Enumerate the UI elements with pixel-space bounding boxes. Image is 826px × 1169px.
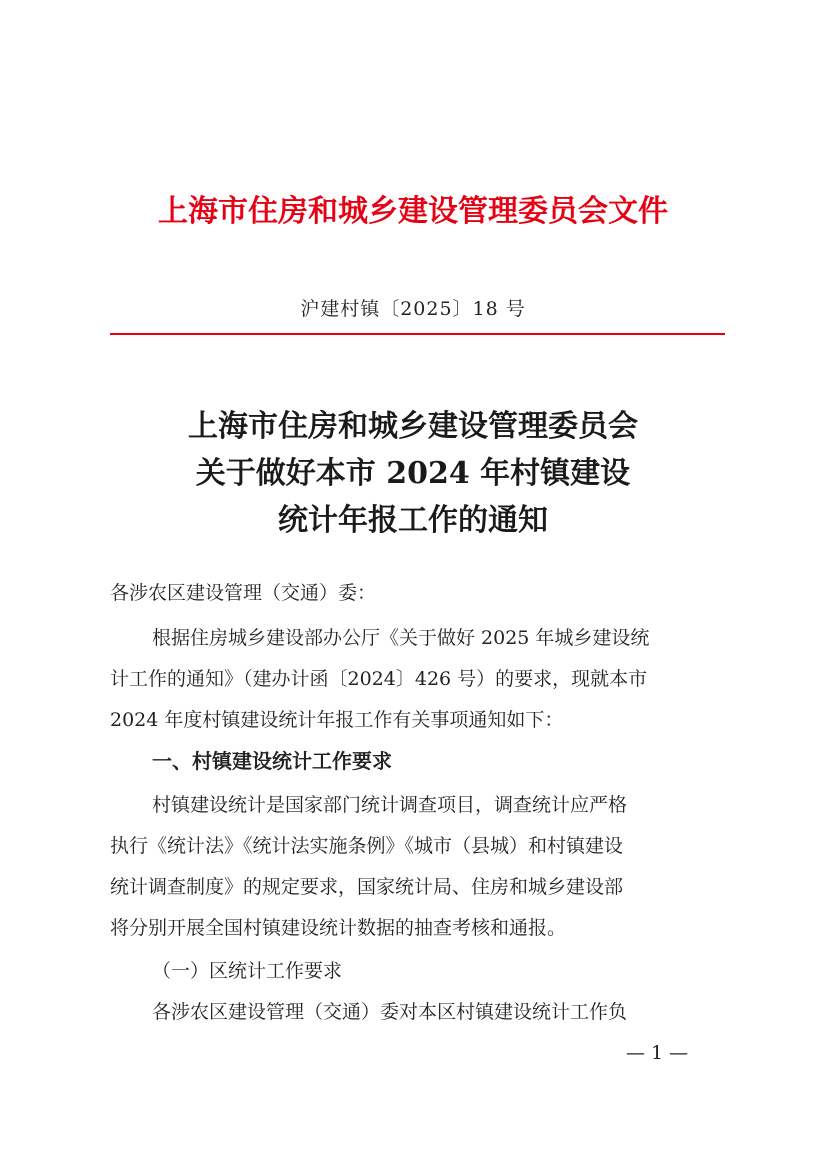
paragraph-line: 各涉农区建设管理（交通）委对本区村镇建设统计工作负 — [152, 1001, 628, 1023]
paragraph-line: 村镇建设统计是国家部门统计调查项目，调查统计应严格 — [152, 794, 628, 816]
red-divider-rule — [110, 333, 725, 335]
addressee: 各涉农区建设管理（交通）委： — [110, 582, 377, 604]
paragraph-line: 统计调查制度》的规定要求，国家统计局、住房和城乡建设部 — [110, 876, 624, 898]
paragraph-line: 2024 年度村镇建设统计年报工作有关事项通知如下： — [110, 709, 564, 731]
issuer-header-title: 上海市住房和城乡建设管理委员会文件 — [158, 194, 668, 229]
paragraph-line: 根据住房城乡建设部办公厅《关于做好 2025 年城乡建设统 — [152, 627, 650, 649]
paragraph-line: 执行《统计法》《统计法实施条例》《城市（县城）和村镇建设 — [110, 835, 624, 857]
paragraph-line: 将分别开展全国村镇建设统计数据的抽查考核和通报。 — [110, 917, 567, 939]
notice-title-line-3: 统计年报工作的通知 — [278, 503, 548, 538]
subsection-heading: （一）区统计工作要求 — [152, 960, 343, 982]
paragraph-line: 计工作的通知》（建办计函〔2024〕426 号）的要求，现就本市 — [110, 668, 648, 690]
page-number: — 1 — — [626, 1042, 689, 1064]
notice-title-line-1: 上海市住房和城乡建设管理委员会 — [188, 409, 638, 444]
section-heading: 一、村镇建设统计工作要求 — [152, 749, 392, 773]
notice-title-line-2: 关于做好本市 2024 年村镇建设 — [195, 456, 631, 491]
document-number: 沪建村镇〔2025〕18 号 — [300, 298, 526, 320]
